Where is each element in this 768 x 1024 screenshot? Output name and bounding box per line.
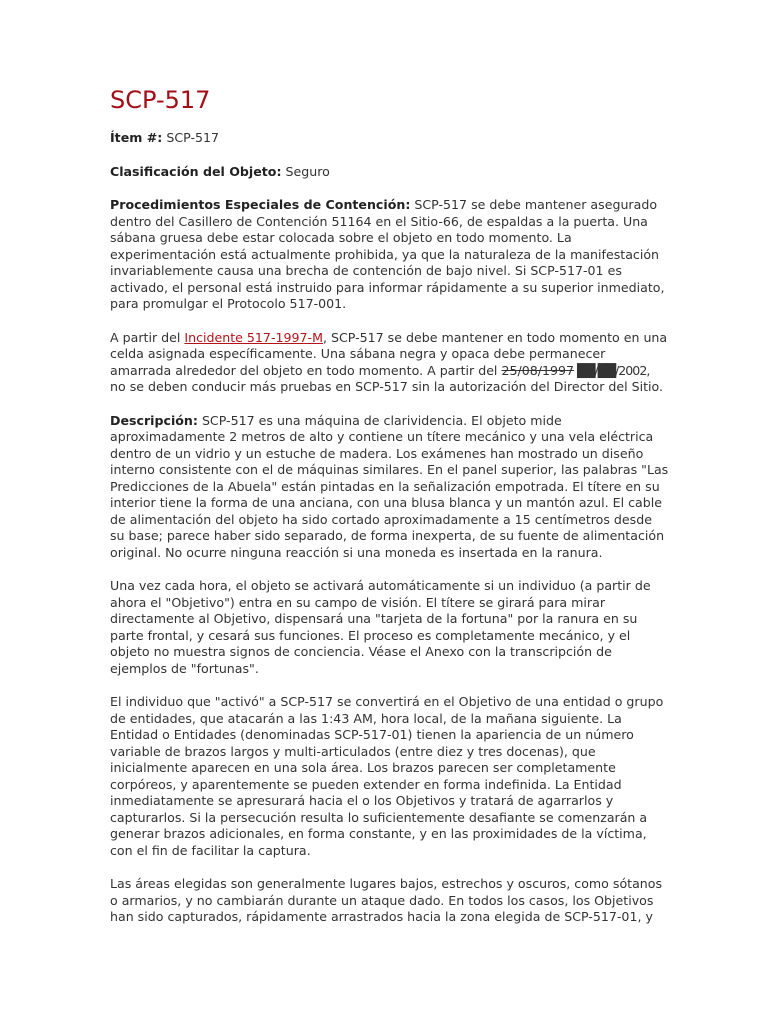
item-number-value: SCP-517: [162, 130, 220, 145]
containment-procedures-paragraph: [110, 197, 670, 313]
redacted-date: ██/██/2002: [574, 362, 647, 378]
containment-procedures-label: Procedimientos Especiales de Contención:: [110, 197, 411, 212]
containment-update-text-after: , no se deben conducir más pruebas en SCP-517 sin la autorización del Director del Sitio.: [110, 362, 664, 394]
object-class-label: Clasificación del Objeto:: [110, 163, 282, 179]
item-number-label: Ítem #:: [110, 130, 163, 145]
incident-link[interactable]: Incidente 517-1997-M: [184, 329, 323, 345]
description-paragraph: [110, 413, 670, 562]
description-label: Descripción:: [110, 412, 198, 428]
page-title: SCP-517: [110, 86, 211, 114]
containment-update-text-middle: , SCP-517 se debe mantener en todo momento en una celda asignada específicamente. Una sábana negra y opaca debe permanecer amarrada alrededor del objeto en todo momento. A partir del: [110, 329, 668, 378]
item-number-line: [110, 130, 670, 147]
object-class-value: Seguro: [281, 163, 330, 179]
document-body: [110, 130, 670, 943]
containment-update-text-before: A partir del: [110, 329, 185, 345]
struck-date: 25/08/1997: [501, 362, 575, 378]
containment-procedures-text: SCP-517 se debe mantener asegurado dentro del Casillero de Contención 51164 en el Sitio-66, de espaldas a la puerta. Una sábana gruesa debe estar colocada sobre el objeto en todo momento. La experimentación está actualmente prohibida, ya que la naturaleza de la manifestación invariablemente causa una brecha de contención de bajo nivel. Si SCP-517-01 es activado, el personal está instruido para informar rápidamente a su superior inmediato, para promulgar el Protocolo 517-001.: [110, 197, 665, 311]
activation-paragraph: Una vez cada hora, el objeto se activará automáticamente si un individuo (a partir de ahora el "Objetivo") entra en su campo de visión. El títere se girará para mirar directamente al Objetivo, dispensará una "tarjeta de la fortuna" por la ranura en su parte frontal, y cesará sus funciones. El proceso es completamente mecánico, y el objeto no muestra signos de conciencia. Véase el Anexo con la transcripción de ejemplos de "fortunas".: [110, 578, 651, 676]
object-class-line: [110, 164, 670, 181]
entities-paragraph: El individuo que "activó" a SCP-517 se convertirá en el Objetivo de una entidad o grupo de entidades, que atacarán a las 1:43 AM, hora local, de la mañana siguiente. La Entidad o Entidades (denominadas SCP-517-01) tienen la apariencia de un número variable de brazos largos y multi-articulados (entre diez y tres docenas), que inicialmente aparecen en una sola área. Los brazos parecen ser completamente corpóreos, y aparentemente se pueden extender en forma indefinida. La Entidad inmediatamente se apresurará hacia el o los Objetivos y tratará de agarrarlos y capturarlos. Si la persecución resulta lo suficientemente desafiante se comenzarán a generar brazos adicionales, en forma constante, y en las proximidades de la víctima, con el fin de facilitar la captura.: [110, 694, 664, 858]
areas-paragraph: Las áreas elegidas son generalmente lugares bajos, estrechos y oscuros, como sótanos o armarios, y no cambiarán durante un ataque dado. En todos los casos, los Objetivos han sido capturados, rápidamente arrastrados hacia la zona elegida de SCP-517-01, y: [110, 876, 663, 924]
description-text: SCP-517 es una máquina de clarividencia. El objeto mide aproximadamente 2 metros de alto y contiene un títere mecánico y una vela eléctrica dentro de un vidrio y un estuche de madera. Los exámenes han mostrado un diseño interno consistente con el de máquinas similares. En el panel superior, las palabras "Las Predicciones de la Abuela" están pintadas en la señalización empotrada. El títere en su interior tiene la forma de una anciana, con una blusa blanca y un mantón azul. El cable de alimentación del objeto ha sido cortado aproximadamente a 15 centímetros desde su base; parece haber sido separado, de forma inexperta, de su fuente de alimentación original. No ocurre ninguna reacción si una moneda es insertada en la ranura.: [110, 412, 669, 560]
containment-update-paragraph: [110, 330, 670, 396]
